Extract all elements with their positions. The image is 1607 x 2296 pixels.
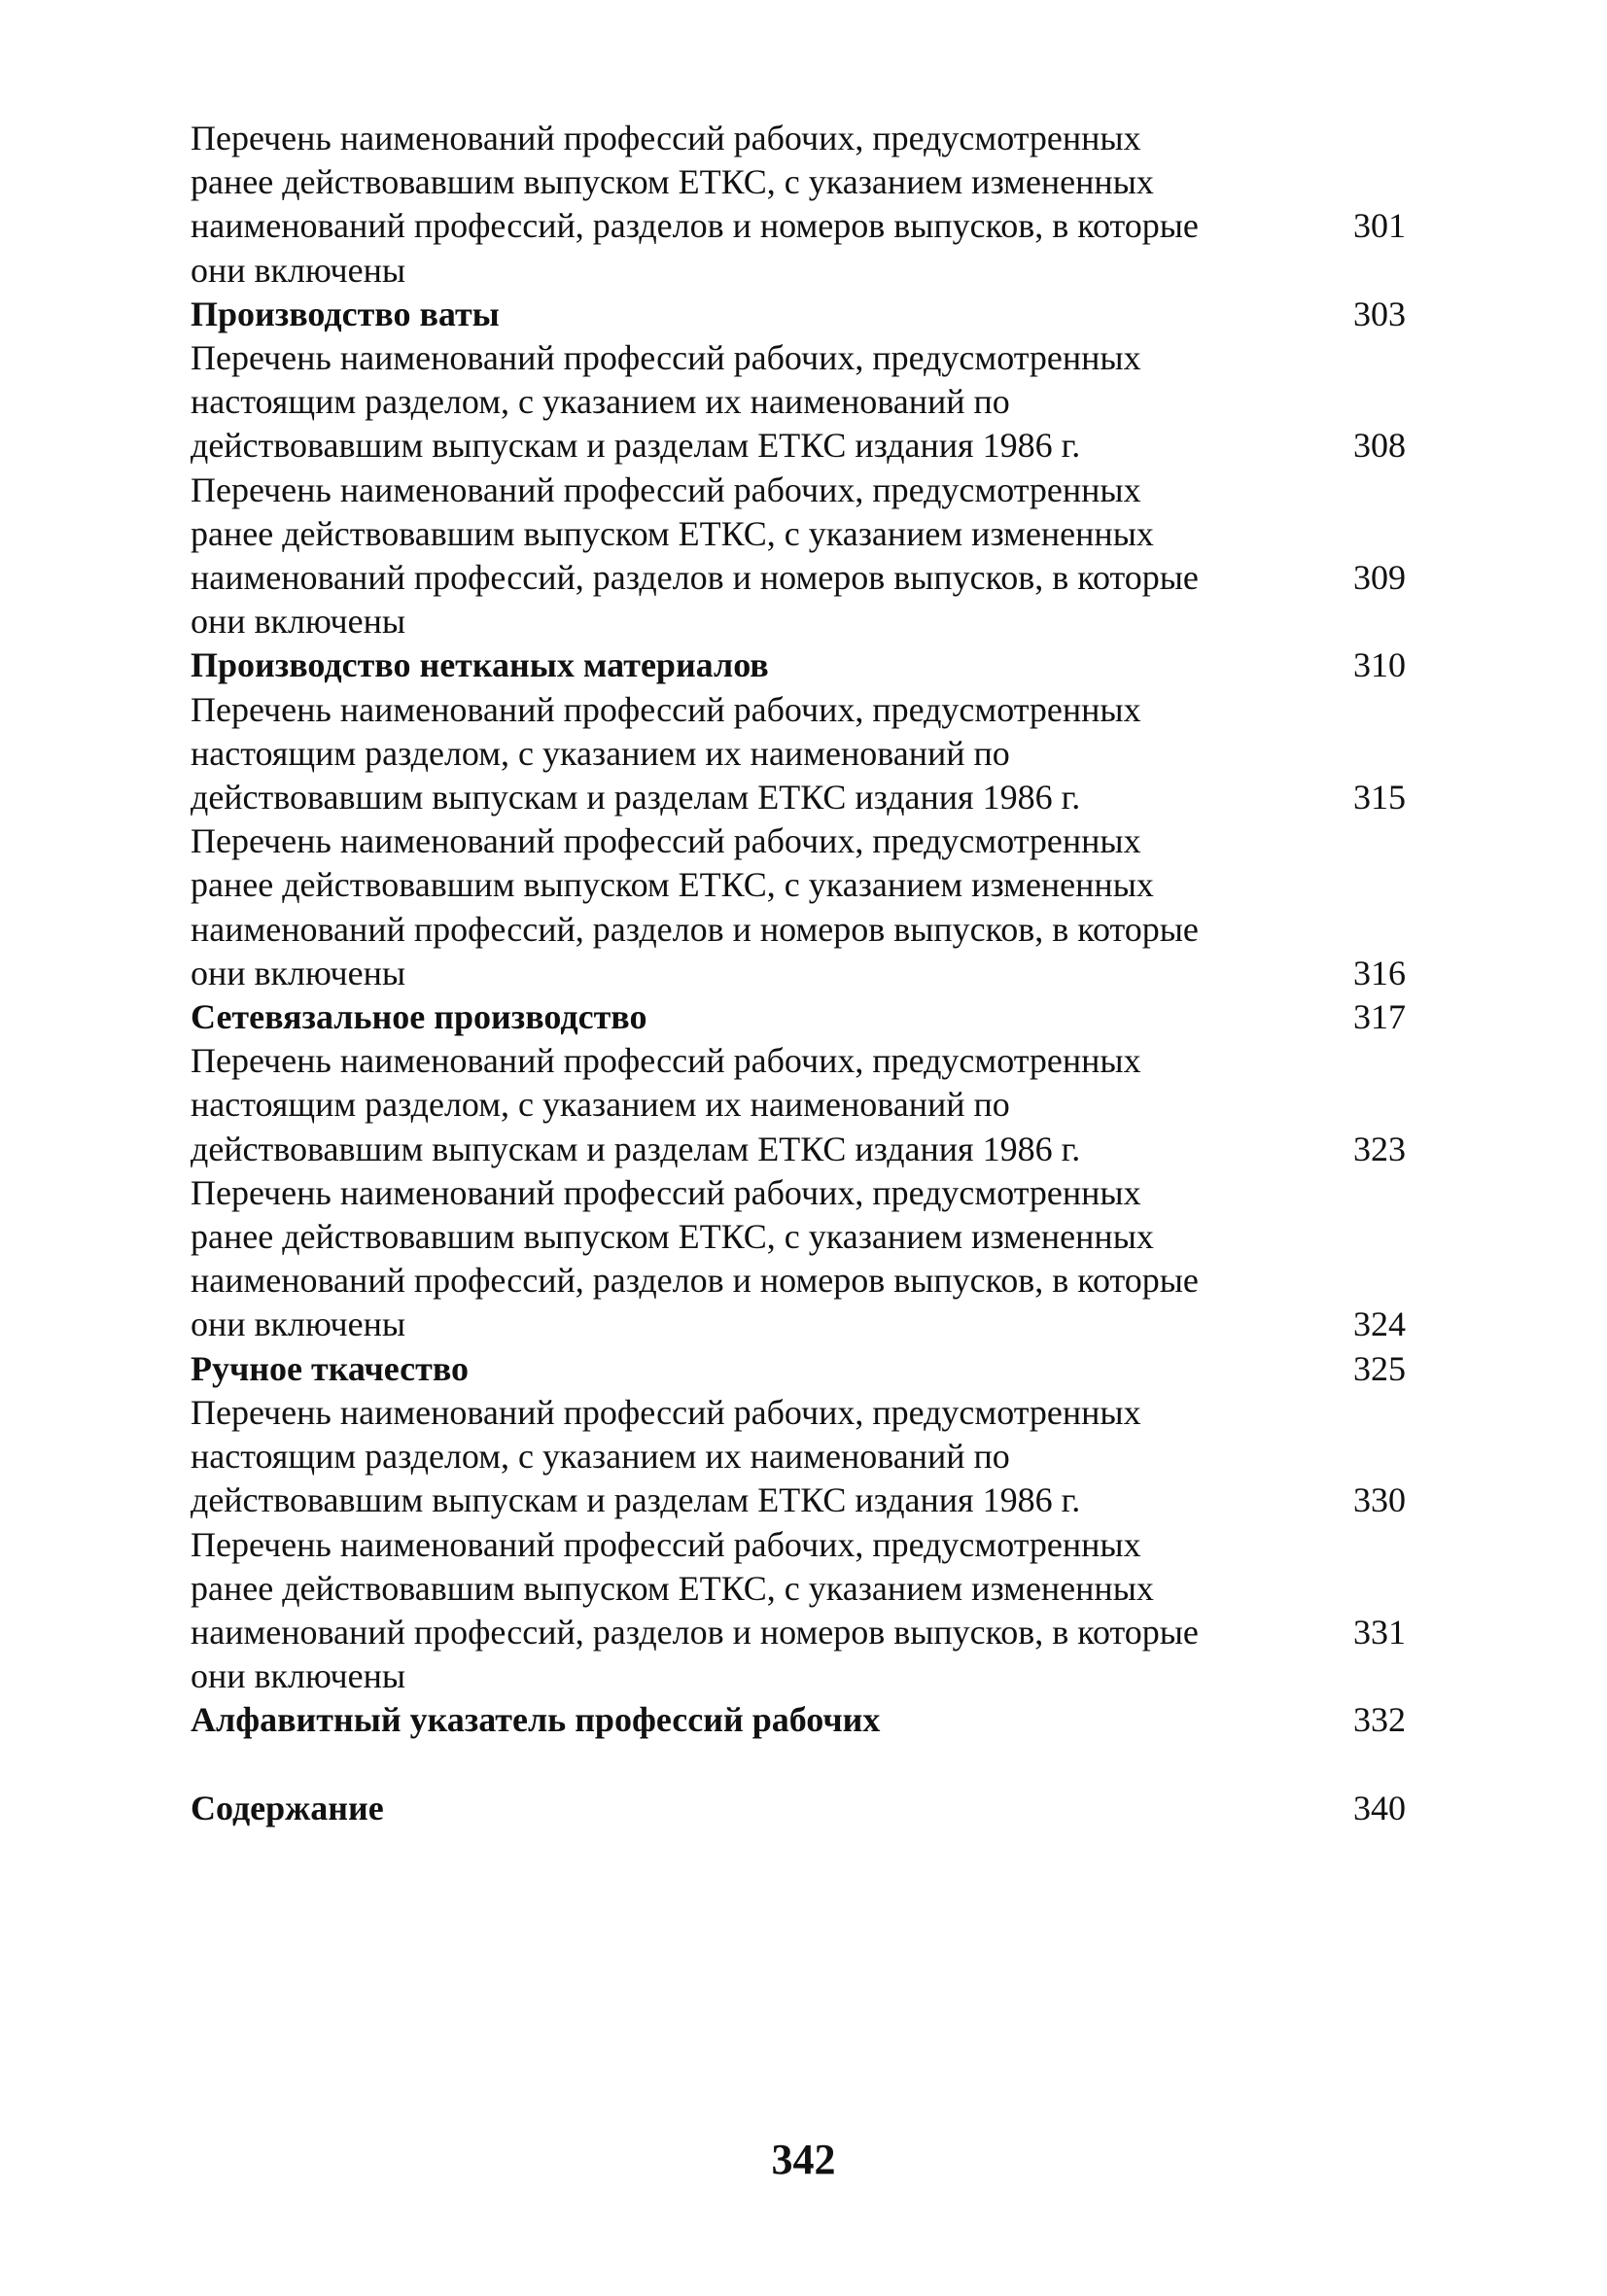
toc-entry [191, 1523, 1417, 1699]
toc-entry-line: они включены [191, 953, 406, 992]
toc-section-heading [191, 1347, 1417, 1391]
toc-entry-line: Перечень наименований профессий рабочих, предусмотренных [191, 338, 1141, 378]
toc-entry-line: настоящим разделом, с указанием их наименований по [191, 733, 1010, 773]
toc-entry-text [191, 117, 1318, 293]
page-number: 342 [771, 2136, 836, 2183]
toc-entry-line: Перечень наименований профессий рабочих, предусмотренных [191, 689, 1141, 729]
toc-entry-line: Перечень наименований профессий рабочих, предусмотренных [191, 1524, 1141, 1564]
toc-entry-line: действовавшим выпускам и разделам ЕТКС издания 1986 г. [191, 426, 1081, 466]
toc-page-number: 316 [1353, 953, 1406, 992]
toc-entry-line: Перечень наименований профессий рабочих, предусмотренных [191, 1392, 1141, 1432]
toc-page-number: 332 [1353, 1700, 1406, 1740]
toc-entry-line: Перечень наименований профессий рабочих, предусмотренных [191, 821, 1141, 861]
toc-heading-text: Содержание [191, 1788, 384, 1827]
toc-entry-line: наименований профессий, разделов и номеров выпусков, в которые [191, 1612, 1199, 1652]
toc-section-heading [191, 1787, 1417, 1830]
toc-heading-text: Ручное ткачество [191, 1348, 470, 1388]
toc-entry-text [191, 469, 1318, 644]
toc-page-number: 331 [1353, 1612, 1406, 1652]
toc-entry-line: действовавшим выпускам и разделам ЕТКС издания 1986 г. [191, 778, 1081, 818]
toc-entry-text [191, 819, 1318, 995]
toc-entry [191, 117, 1417, 293]
table-of-contents [191, 117, 1417, 1830]
toc-entry-line: наименований профессий, разделов и номеров выпусков, в которые [191, 1261, 1199, 1301]
toc-entry [191, 1039, 1417, 1171]
toc-entry-line: настоящим разделом, с указанием их наименований по [191, 1085, 1010, 1125]
toc-entry-line: они включены [191, 602, 406, 642]
toc-page-number: 317 [1353, 997, 1406, 1037]
toc-entry [191, 819, 1417, 995]
toc-entry-line: они включены [191, 1305, 406, 1344]
toc-heading-text: Производство ваты [191, 294, 500, 333]
toc-entry-line: Перечень наименований профессий рабочих, предусмотренных [191, 1041, 1141, 1081]
toc-entry-line: ранее действовавшим выпуском ЕТКС, с указанием измененных [191, 162, 1154, 202]
toc-page-number: 309 [1353, 558, 1406, 598]
toc-entry-line: Перечень наименований профессий рабочих, предусмотренных [191, 119, 1141, 157]
toc-entry-line: действовавшим выпускам и разделам ЕТКС издания 1986 г. [191, 1129, 1081, 1168]
spacer [191, 1743, 1417, 1787]
toc-entry-text [191, 1391, 1318, 1523]
toc-entry-line: ранее действовавшим выпуском ЕТКС, с указанием измененных [191, 513, 1154, 553]
toc-entry [191, 336, 1417, 469]
toc-page-number: 308 [1353, 426, 1406, 466]
toc-entry-text [191, 1171, 1318, 1347]
toc-entry-line: Перечень наименований профессий рабочих, предусмотренных [191, 1172, 1141, 1212]
toc-entry-line: Перечень наименований профессий рабочих, предусмотренных [191, 470, 1141, 509]
toc-entry [191, 1391, 1417, 1523]
toc-heading-text: Производство нетканых материалов [191, 645, 769, 685]
toc-page-number: 315 [1353, 778, 1406, 818]
toc-page-number: 323 [1353, 1129, 1406, 1168]
toc-page-number: 330 [1353, 1480, 1406, 1520]
toc-entry-line: ранее действовавшим выпуском ЕТКС, с указанием измененных [191, 1217, 1154, 1257]
toc-entry-line: ранее действовавшим выпуском ЕТКС, с указанием измененных [191, 865, 1154, 905]
toc-entry-line: наименований профессий, разделов и номеров выпусков, в которые [191, 206, 1199, 246]
toc-section-heading [191, 995, 1417, 1039]
toc-entry-line: ранее действовавшим выпуском ЕТКС, с указанием измененных [191, 1568, 1154, 1608]
toc-section-heading [191, 644, 1417, 687]
toc-heading-text: Сетевязальное производство [191, 997, 647, 1037]
toc-page-number: 303 [1353, 294, 1406, 333]
toc-entry-text [191, 688, 1318, 820]
toc-entry [191, 469, 1417, 644]
toc-entry-line: настоящим разделом, с указанием их наименований по [191, 1437, 1010, 1477]
toc-page-number: 325 [1353, 1348, 1406, 1388]
toc-page-number: 301 [1353, 206, 1406, 246]
toc-section-heading [191, 293, 1417, 336]
toc-entry [191, 1171, 1417, 1347]
toc-entry-line: наименований профессий, разделов и номеров выпусков, в которые [191, 909, 1199, 949]
toc-page-number: 340 [1353, 1788, 1406, 1827]
toc-entry-line: они включены [191, 1656, 406, 1696]
toc-entry-line: настоящим разделом, с указанием их наименований по [191, 382, 1010, 422]
toc-entry-line: действовавшим выпускам и разделам ЕТКС издания 1986 г. [191, 1480, 1081, 1520]
toc-section-heading [191, 1698, 1417, 1742]
toc-entry-text [191, 1523, 1318, 1699]
toc-heading-text: Алфавитный указатель профессий рабочих [191, 1700, 881, 1740]
toc-entry-line: они включены [191, 250, 406, 290]
toc-entry-line: наименований профессий, разделов и номеров выпусков, в которые [191, 558, 1199, 598]
toc-entry-text [191, 336, 1318, 469]
toc-page-number: 310 [1353, 645, 1406, 685]
toc-entry [191, 688, 1417, 820]
toc-entry-text [191, 1039, 1318, 1171]
toc-page-number: 324 [1353, 1305, 1406, 1344]
